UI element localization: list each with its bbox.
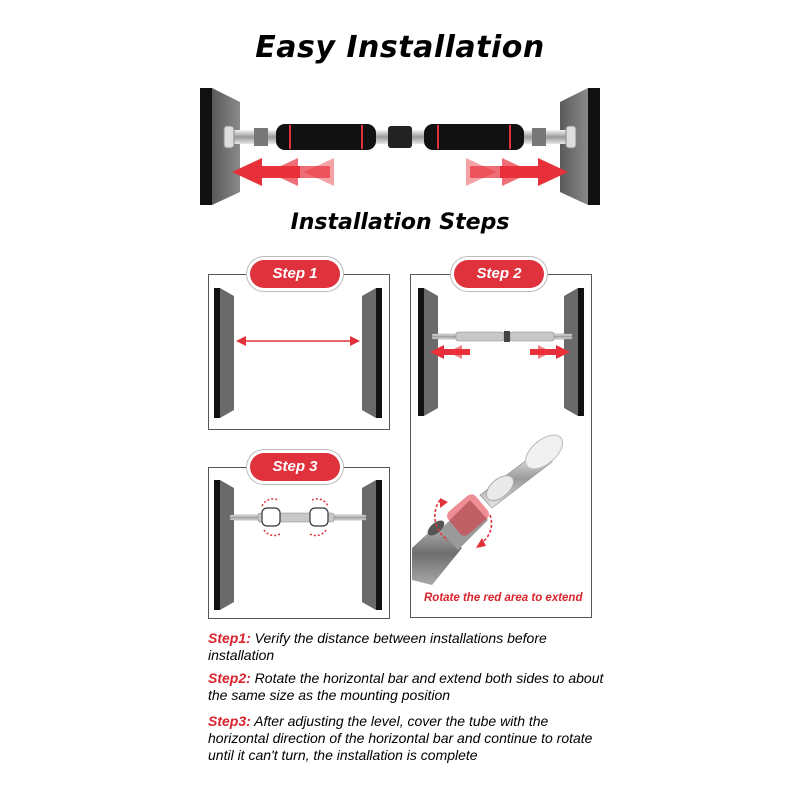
instruction-step3: [208, 713, 608, 764]
section-title: Installation Steps: [290, 210, 510, 235]
step3-walls-icon: [214, 480, 382, 610]
step3-bar-icon: [230, 513, 366, 522]
instruction-body: After adjusting the level, cover the tube with the horizontal direction of the horizontal bar and continue to rotate until it can't turn, the installation is complete: [208, 713, 593, 763]
instruction-label: Step3:: [208, 713, 251, 729]
instruction-body: Rotate the horizontal bar and extend both sides to about the same size as the mounting position: [208, 670, 604, 703]
step2-bar-icon: [432, 331, 572, 342]
instruction-label: Step1:: [208, 630, 251, 646]
step1-badge: Step 1: [250, 260, 340, 288]
instruction-step1: [208, 630, 608, 664]
step2-caption: Rotate the red area to extend: [424, 592, 583, 604]
instruction-label: Step2:: [208, 670, 251, 686]
page-title: Easy Installation: [255, 30, 545, 65]
instruction-step2: [208, 670, 608, 704]
step2-arrows-icon: [430, 345, 570, 359]
distance-arrow-icon: [236, 336, 360, 346]
step3-badge: Step 3: [250, 453, 340, 481]
instruction-body: Verify the distance between installations before installation: [208, 630, 547, 663]
step1-walls-icon: [214, 288, 382, 418]
rotate-closeup-icon: [412, 429, 569, 585]
step2-badge: Step 2: [454, 260, 544, 288]
